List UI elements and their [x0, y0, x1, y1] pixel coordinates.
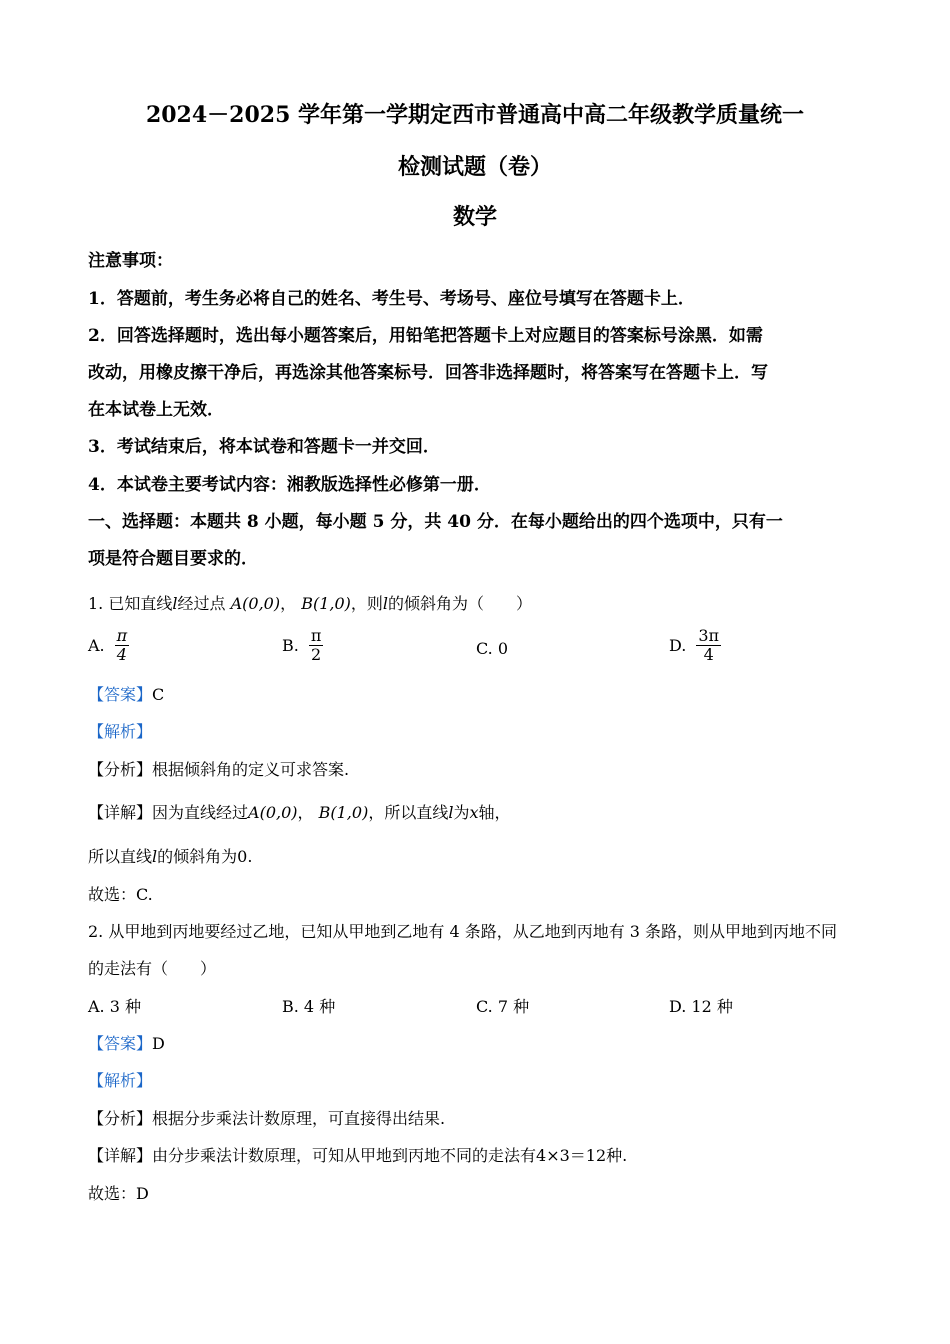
q2-stem-line1: 2. 从甲地到丙地要经过乙地，已知从甲地到乙地有 4 条路，从乙地到丙地有 3 条路，则从甲地到丙地不同	[88, 922, 838, 941]
q1-point-b: B(1,0)	[301, 594, 351, 613]
q1-stem-c: ，则	[350, 594, 383, 613]
q2-fenxi	[88, 1106, 445, 1129]
q1-line-l: l	[172, 594, 178, 613]
q2-answer	[88, 1031, 165, 1054]
q1-option-b-denominator: 2	[311, 644, 322, 664]
page-title-line1: 2024－2025 学年第一学期定西市普通高中高二年级教学质量统一	[145, 102, 805, 128]
notice-item-4: 4．本试卷主要考试内容：湘教版选择性必修第一册．	[88, 475, 491, 495]
notice-item-2-line2: 改动，用橡皮擦干净后，再选涂其他答案标号．回答非选择题时，将答案写在答题卡上．写	[88, 363, 768, 383]
notice-item-2-line3: 在本试卷上无效．	[88, 400, 224, 420]
section1-heading-line1: 一、选择题：本题共 8 小题，每小题 5 分，共 40 分．在每小题给出的四个选项中，只有一	[88, 512, 783, 532]
q1-fenxi	[88, 757, 349, 780]
q1-option-c: C. 0	[476, 639, 509, 658]
q2-answer-value: D	[152, 1034, 165, 1053]
q1-stem	[88, 591, 532, 614]
subject-title: 数学	[452, 204, 497, 230]
q2-fenxi-text: 根据分步乘法计数原理，可直接得出结果.	[152, 1109, 446, 1128]
q2-formula: 4×3＝12	[536, 1146, 607, 1165]
q1-detail-x: x	[469, 803, 479, 822]
q1-stem-b: 经过点	[177, 594, 226, 613]
q1-detail	[88, 800, 511, 823]
q1-option-b-numerator: π	[310, 626, 322, 645]
q1-option-d-denominator: 4	[703, 644, 714, 664]
q2-analysis-tag: 【解析】	[88, 1071, 153, 1090]
q2-choose: 故选：D	[88, 1184, 149, 1203]
q1-detail-line2	[88, 844, 252, 867]
q1-line2-a: 所以直线	[88, 847, 153, 866]
q1-answer-tag: 【答案】	[88, 685, 153, 704]
q1-option-a-numerator: π	[116, 626, 128, 645]
notice-item-1: 1．答题前，考生务必将自己的姓名、考生号、考场号、座位号填写在答题卡上．	[88, 289, 695, 309]
q1-comma: ，	[280, 594, 297, 613]
q2-detail-tag: 【详解】	[88, 1146, 153, 1165]
q1-point-a: A(0,0)	[230, 594, 281, 613]
q1-line2-l: l	[152, 847, 158, 866]
q1-option-d-fraction	[696, 627, 721, 663]
q1-option-d-label: D.	[669, 635, 687, 655]
q1-detail-l: l	[448, 803, 454, 822]
q1-option-a-fraction	[115, 627, 130, 663]
q1-option-a-denominator: 4	[116, 644, 127, 664]
q1-detail-c: 为	[453, 803, 470, 822]
q1-option-d	[669, 627, 721, 663]
q1-detail-point-b: B(1,0)	[318, 803, 369, 822]
q1-detail-comma: ，	[297, 803, 314, 822]
q1-option-b-fraction	[309, 627, 324, 663]
q2-detail	[88, 1143, 627, 1166]
q2-answer-tag: 【答案】	[88, 1034, 153, 1053]
q1-line2-b: 的倾斜角为	[157, 847, 238, 866]
q1-option-b-label: B.	[282, 635, 299, 655]
q1-choose: 故选：C.	[88, 885, 153, 904]
q2-option-a: A. 3 种	[88, 997, 141, 1016]
q1-detail-d: 轴，	[478, 803, 511, 822]
q1-detail-tag: 【详解】	[88, 803, 153, 822]
notice-item-2-line1: 2．回答选择题时，选出每小题答案后，用铅笔把答题卡上对应题目的答案标号涂黑．如需	[88, 326, 763, 346]
q2-option-b: B. 4 种	[282, 997, 336, 1016]
q1-stem-d: 的倾斜角为（ ）	[388, 594, 533, 613]
q1-answer-value: C	[152, 685, 165, 704]
q1-line2-c: 0.	[237, 847, 253, 866]
q1-detail-b: ，所以直线	[368, 803, 449, 822]
q1-analysis-tag: 【解析】	[88, 722, 153, 741]
q1-option-b	[282, 627, 323, 663]
q1-detail-a: 因为直线经过	[152, 803, 249, 822]
q2-detail-a: 由分步乘法计数原理，可知从甲地到丙地不同的走法有	[152, 1146, 537, 1165]
notice-heading: 注意事项：	[88, 251, 173, 271]
q2-option-c: C. 7 种	[476, 997, 530, 1016]
q1-option-a	[88, 627, 129, 663]
q1-answer	[88, 682, 164, 705]
q2-fenxi-tag: 【分析】	[88, 1109, 153, 1128]
q1-stem-a: 1. 已知直线	[88, 594, 173, 613]
q2-detail-b: 种.	[606, 1146, 628, 1165]
notice-item-3: 3．考试结束后，将本试卷和答题卡一并交回．	[88, 437, 440, 457]
section1-heading-line2: 项是符合题目要求的．	[88, 549, 258, 569]
page-title-line2: 检测试题（卷）	[397, 154, 552, 180]
q2-option-d: D. 12 种	[669, 997, 733, 1016]
q1-fenxi-tag: 【分析】	[88, 760, 153, 779]
q1-line-l-2: l	[382, 594, 389, 613]
q1-option-d-numerator: 3π	[698, 626, 720, 645]
q2-stem-line2: 的走法有（ ）	[88, 959, 217, 978]
q1-option-a-label: A.	[88, 635, 105, 655]
q1-detail-point-a: A(0,0)	[248, 803, 298, 822]
q1-fenxi-text: 根据倾斜角的定义可求答案.	[152, 760, 350, 779]
